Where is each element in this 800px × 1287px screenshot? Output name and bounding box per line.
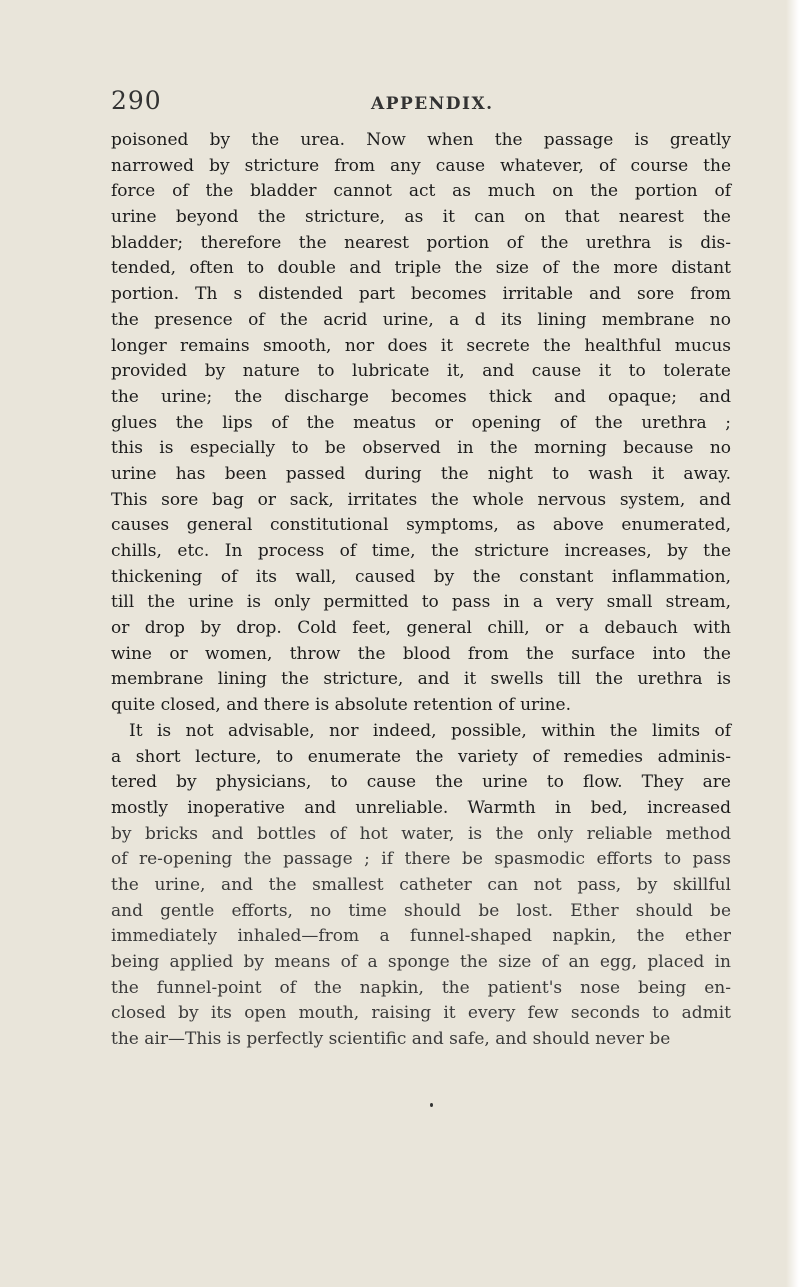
text-line: glues the lips of the meatus or opening of the urethra ; — [111, 412, 731, 433]
text-line: mostly inoperative and unreliable. Warmth in bed, increased — [111, 797, 731, 818]
running-title: APPENDIX. — [371, 94, 494, 114]
text-line: narrowed by stricture from any cause whatever, of course the — [111, 155, 731, 176]
text-line: quite closed, and there is absolute retention of urine. — [111, 695, 571, 716]
text-line: thickening of its wall, caused by the constant inflammation, — [111, 566, 731, 587]
page-number: 290 — [111, 86, 162, 115]
text-line: longer remains smooth, nor does it secrete the healthful mucus — [111, 335, 731, 356]
text-line: tered by physicians, to cause the urine to flow. They are — [111, 772, 731, 793]
text-line: It is not advisable, nor indeed, possible, within the limits of — [129, 720, 731, 741]
text-line: tended, often to double and triple the size of the more distant — [111, 258, 731, 279]
text-line: portion. Th s distended part becomes irritable and sore from — [111, 284, 731, 305]
text-line: or drop by drop. Cold feet, general chill, or a debauch with — [111, 618, 731, 639]
text-line: a short lecture, to enumerate the variety of remedies adminis- — [111, 746, 731, 767]
text-line: and gentle efforts, no time should be lost. Ether should be — [111, 900, 731, 921]
text-line: urine beyond the stricture, as it can on that nearest the — [111, 207, 731, 228]
text-line: the funnel-point of the napkin, the patient's nose being en- — [111, 977, 731, 998]
text-line: of re-opening the passage ; if there be spasmodic efforts to pass — [111, 849, 731, 870]
text-line: being applied by means of a sponge the size of an egg, placed in — [111, 952, 731, 972]
ink-speck — [430, 1103, 433, 1107]
text-line: by bricks and bottles of hot water, is the only reliable method — [111, 823, 731, 844]
text-line: immediately inhaled—from a funnel-shaped napkin, the ether — [111, 926, 731, 947]
running-head — [111, 86, 731, 120]
text-line: provided by nature to lubricate it, and cause it to tolerate — [111, 361, 731, 382]
text-line: causes general constitutional symptoms, as above enumerated, — [111, 515, 731, 536]
text-line: closed by its open mouth, raising it every few seconds to admit — [111, 1003, 731, 1024]
body-text — [111, 128, 731, 1053]
text-line: force of the bladder cannot act as much on the portion of — [111, 181, 731, 202]
text-line: bladder; therefore the nearest portion of the urethra is dis- — [111, 232, 731, 253]
text-line: wine or women, throw the blood from the surface into the — [111, 643, 731, 664]
text-line: till the urine is only permitted to pass in a very small stream, — [111, 592, 731, 613]
text-line: urine has been passed during the night to wash it away. — [111, 463, 731, 484]
text-line: This sore bag or sack, irritates the whole nervous system, and — [111, 489, 731, 510]
text-line: poisoned by the urea. Now when the passage is greatly — [111, 130, 731, 150]
text-line: the presence of the acrid urine, a d its lining membrane no — [111, 309, 731, 330]
text-line: membrane lining the stricture, and it swells till the urethra is — [111, 669, 731, 690]
text-line: the urine; the discharge becomes thick and opaque; and — [111, 386, 731, 407]
text-line: chills, etc. In process of time, the stricture increases, by the — [111, 541, 731, 561]
text-line: the air—This is perfectly scientific and safe, and should never be — [111, 1029, 671, 1050]
text-line: the urine, and the smallest catheter can not pass, by skillful — [111, 874, 731, 895]
text-line: this is especially to be observed in the morning because no — [111, 438, 731, 459]
